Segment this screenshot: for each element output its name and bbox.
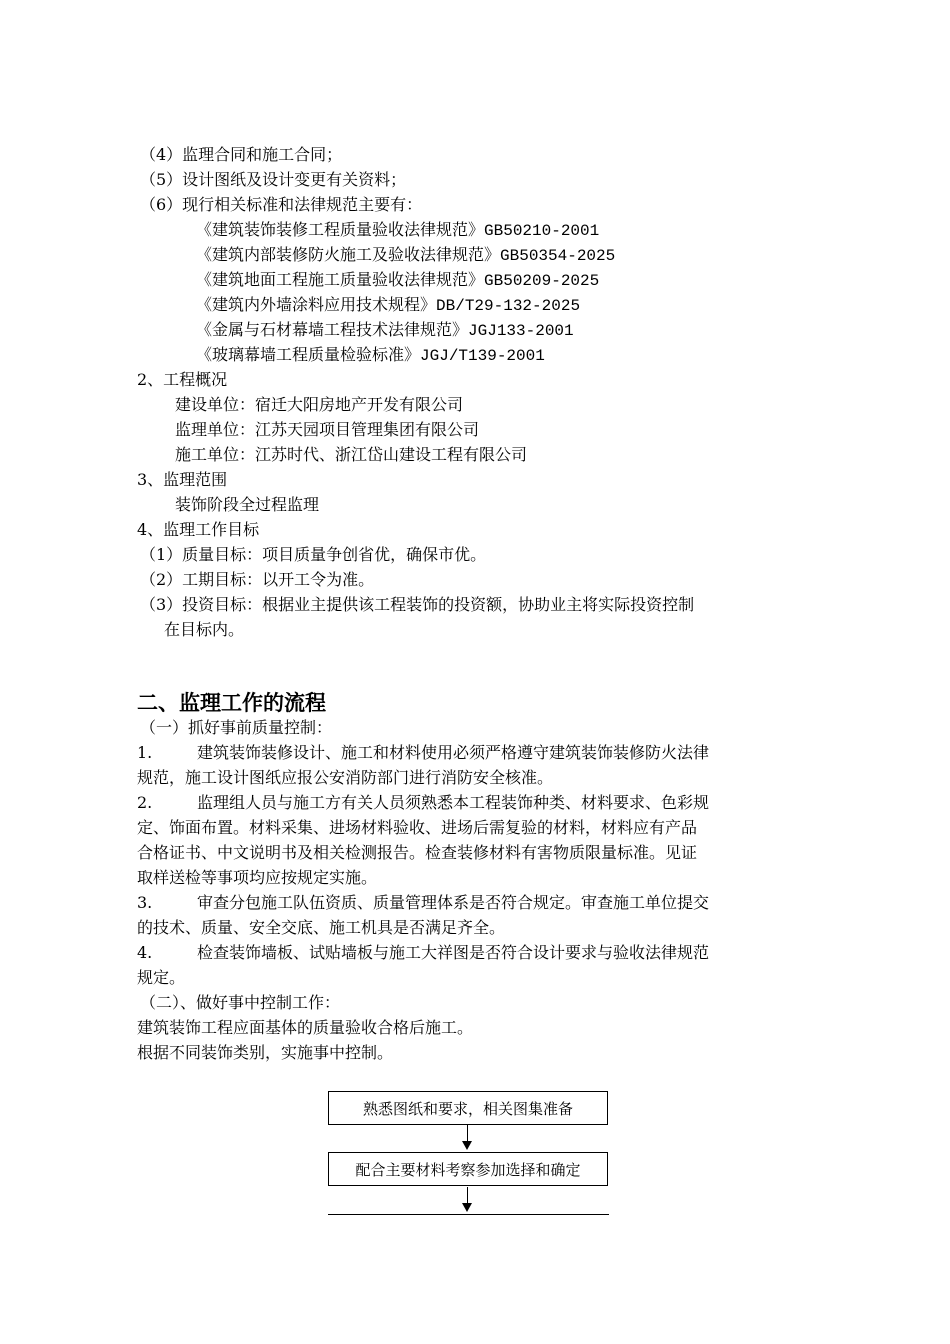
standard-title: 《玻璃幕墙工程质量检验标准》 [196, 345, 421, 364]
standard-title: 《建筑内外墙涂料应用技术规程》 [196, 295, 437, 314]
item-text: 监理组人员与施工方有关人员须熟悉本工程装饰种类、材料要求、色彩规 [197, 793, 710, 812]
standard-item [196, 320, 574, 341]
item-text: 取样送检等事项均应按规定实施。 [137, 868, 378, 887]
mid-control-text: 建筑装饰工程应面基体的质量验收合格后施工。 [137, 1018, 474, 1037]
list-item [137, 793, 709, 813]
item-text: 的技术、质量、安全交底、施工机具是否满足齐全。 [137, 918, 506, 937]
item-number: 2. [137, 793, 153, 812]
list-item [137, 943, 709, 963]
standard-item [196, 220, 599, 241]
basis-item-5: （5）设计图纸及设计变更有关资料； [140, 170, 407, 189]
standard-item [196, 270, 599, 291]
standard-title: 《建筑装饰装修工程质量验收法律规范》 [196, 220, 485, 239]
item-text: 规范，施工设计图纸应报公安消防部门进行消防安全核准。 [137, 768, 554, 787]
basis-item-6: （6）现行相关标准和法律规范主要有： [140, 195, 423, 214]
standard-code: GB50354-2025 [500, 247, 616, 265]
overview-title: 2、工程概况 [137, 370, 228, 389]
item-number: 1. [137, 743, 153, 762]
item-text: 规定。 [137, 968, 186, 987]
list-item [137, 743, 709, 763]
item-number: 3. [137, 893, 153, 912]
flowchart-step-2: 配合主要材料考察参加选择和确定 [328, 1152, 608, 1186]
item-text: 定、饰面布置。材料采集、进场材料验收、进场后需复验的材料，材料应有产品 [137, 818, 698, 837]
builder-unit: 建设单位：宿迁大阳房地产开发有限公司 [175, 395, 464, 414]
item-text: 合格证书、中文说明书及相关检测报告。检查装修材料有害物质限量标准。见证 [137, 843, 698, 862]
investment-goal-continued: 在目标内。 [164, 620, 245, 639]
standard-code: JGJ133-2001 [468, 322, 574, 340]
quality-goal: （1）质量目标：项目质量争创省优，确保市优。 [140, 545, 487, 564]
supervisor-unit: 监理单位：江苏天园项目管理集团有限公司 [175, 420, 480, 439]
standard-code: GB50209-2025 [484, 272, 600, 290]
arrow-down-icon [462, 1203, 472, 1212]
list-item [137, 893, 709, 913]
standard-title: 《建筑内部装修防火施工及验收法律规范》 [196, 245, 501, 264]
item-text: 审查分包施工队伍资质、质量管理体系是否符合规定。审查施工单位提交 [197, 893, 710, 912]
contractor-unit: 施工单位：江苏时代、浙江岱山建设工程有限公司 [175, 445, 528, 464]
standard-item [196, 245, 615, 266]
schedule-goal: （2）工期目标：以开工令为准。 [140, 570, 375, 589]
standard-title: 《金属与石材幕墙工程技术法律规范》 [196, 320, 469, 339]
flowchart-box-top-edge [328, 1214, 609, 1215]
mid-control-title: （二）、做好事中控制工作： [140, 993, 341, 1012]
scope-text: 装饰阶段全过程监理 [175, 495, 320, 514]
standard-item [196, 295, 580, 316]
standard-title: 《建筑地面工程施工质量验收法律规范》 [196, 270, 485, 289]
standard-item [196, 345, 545, 366]
investment-goal: （3）投资目标：根据业主提供该工程装饰的投资额，协助业主将实际投资控制 [140, 595, 695, 614]
mid-control-text: 根据不同装饰类别，实施事中控制。 [137, 1043, 394, 1062]
item-text: 检查装饰墙板、试贴墙板与施工大祥图是否符合设计要求与验收法律规范 [197, 943, 710, 962]
item-number: 4. [137, 943, 153, 962]
flowchart-step-1: 熟悉图纸和要求，相关图集准备 [328, 1091, 608, 1125]
goals-title: 4、监理工作目标 [137, 520, 260, 539]
basis-item-4: （4）监理合同和施工合同； [140, 145, 343, 164]
item-text: 建筑装饰装修设计、施工和材料使用必须严格遵守建筑装饰装修防火法律 [197, 743, 710, 762]
standard-code: JGJ/T139-2001 [420, 347, 545, 365]
standard-code: DB/T29-132-2025 [436, 297, 581, 315]
scope-title: 3、监理范围 [137, 470, 228, 489]
arrow-down-icon [462, 1141, 472, 1150]
standard-code: GB50210-2001 [484, 222, 600, 240]
section-heading: 二、监理工作的流程 [137, 691, 326, 715]
pre-control-title: （一）抓好事前质量控制： [140, 718, 333, 737]
